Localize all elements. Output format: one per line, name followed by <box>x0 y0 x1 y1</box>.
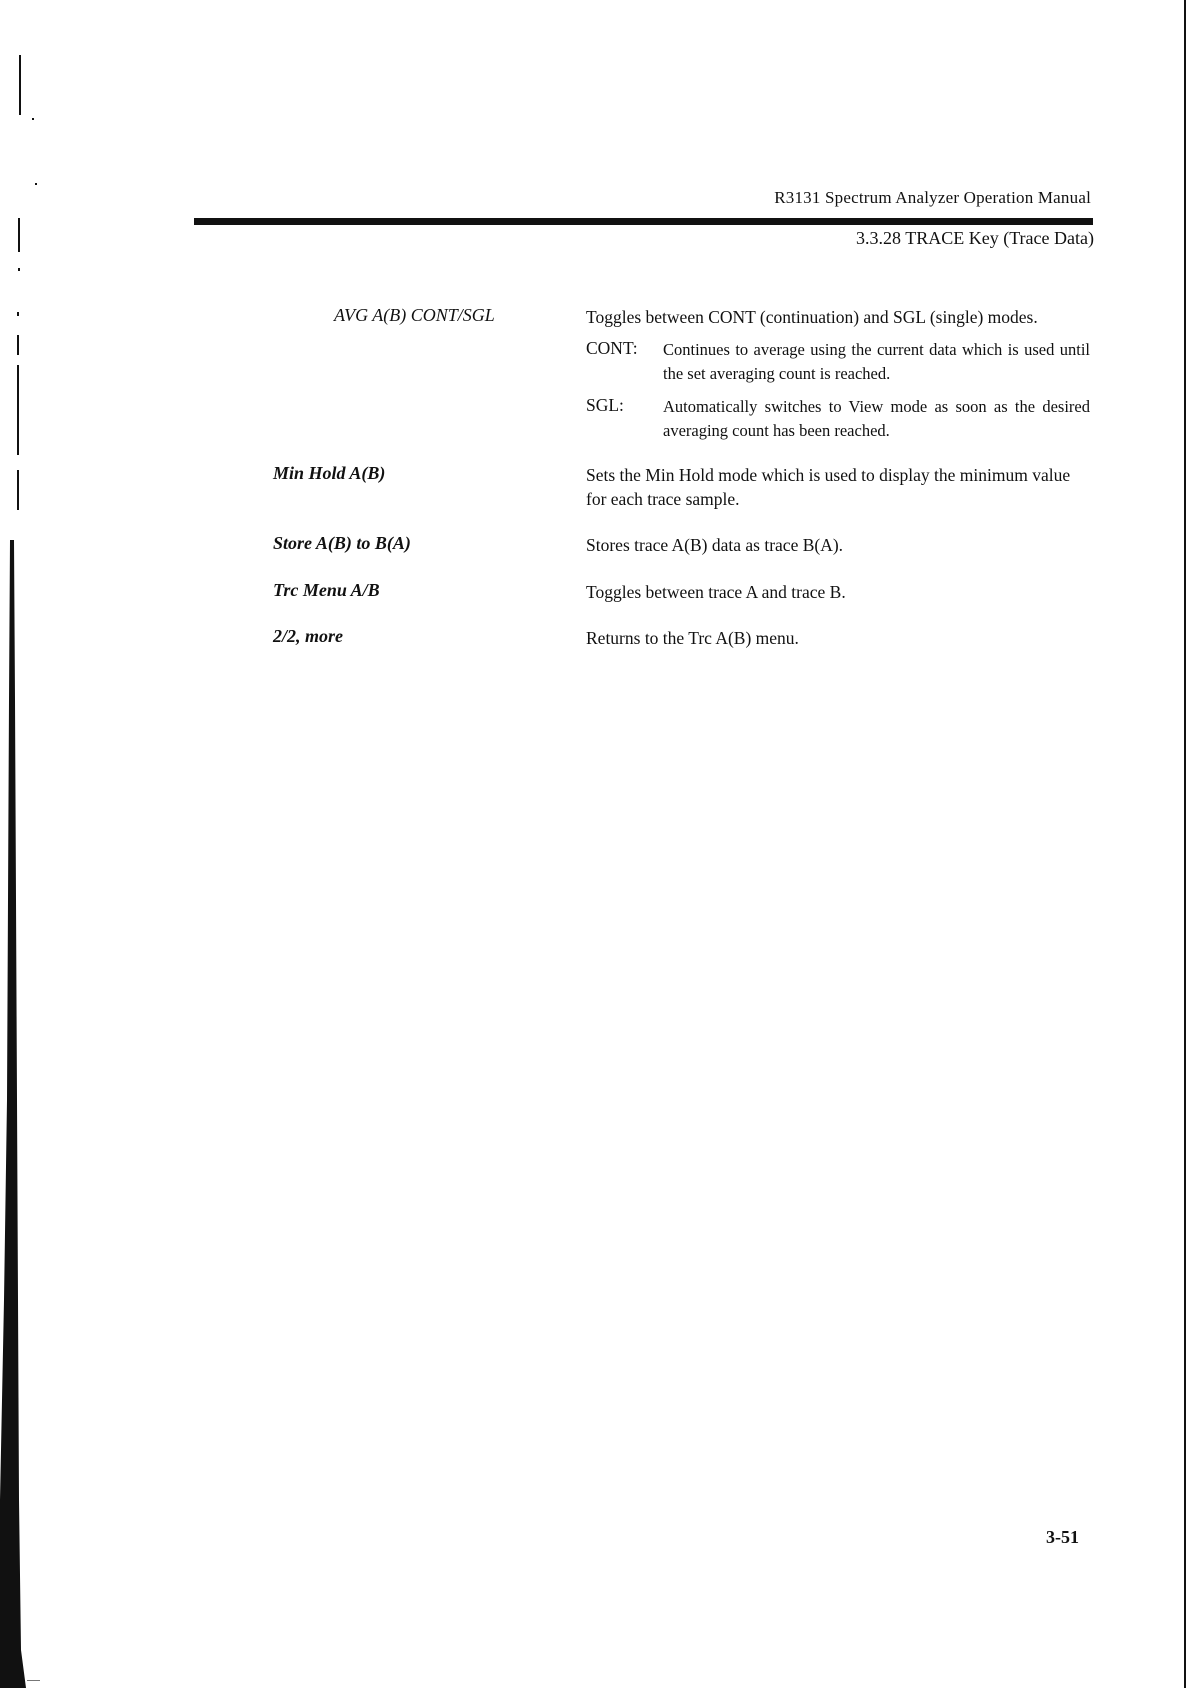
softkey-label: 2/2, more <box>273 626 343 646</box>
scan-edge-left <box>0 0 40 1688</box>
header-rule <box>194 218 1093 225</box>
sub-item-text: Automatically switches to View mode as soon as the desired averaging count has been reached. <box>663 397 1090 440</box>
softkey-description: Sets the Min Hold mode which is used to display the minimum value for each trace sample. <box>586 465 1071 509</box>
softkey-label: Min Hold A(B) <box>273 463 386 483</box>
softkey-label: Store A(B) to B(A) <box>273 533 411 553</box>
softkey-label: Trc Menu A/B <box>273 580 380 600</box>
softkey-description: Returns to the Trc A(B) menu. <box>586 628 799 648</box>
manual-title: R3131 Spectrum Analyzer Operation Manual <box>774 188 1091 207</box>
sub-item-term: SGL: <box>586 395 624 415</box>
page-number: 3-51 <box>1046 1527 1079 1547</box>
scan-edge-right <box>1180 0 1197 1688</box>
softkey-description: Toggles between CONT (continuation) and SGL (single) modes. <box>586 307 1038 327</box>
sub-item-text: Continues to average using the current data which is used until the set averaging count is reached. <box>663 340 1090 383</box>
section-title: 3.3.28 TRACE Key (Trace Data) <box>856 228 1094 248</box>
sub-item-term: CONT: <box>586 338 638 358</box>
softkey-description: Stores trace A(B) data as trace B(A). <box>586 535 844 555</box>
softkey-label: AVG A(B) CONT/SGL <box>334 305 495 325</box>
softkey-description: Toggles between trace A and trace B. <box>586 582 846 602</box>
